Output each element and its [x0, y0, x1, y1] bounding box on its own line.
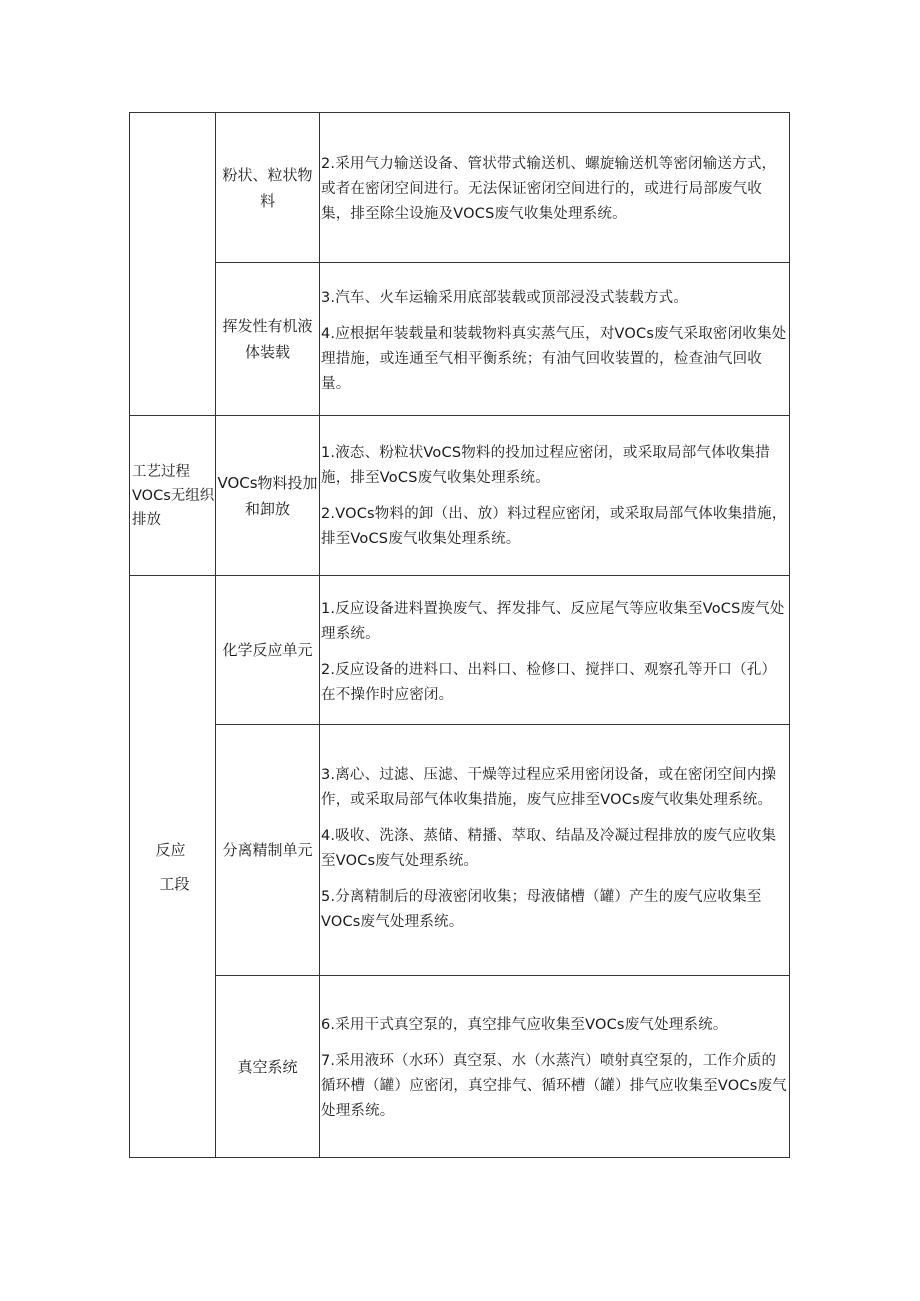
group-label: 反应 工段 [155, 841, 190, 893]
category-cell [216, 263, 319, 415]
requirement-item: 3.离心、过滤、压滤、干燥等过程应采用密闭设备，或在密闭空间内操作，或采取局部气体收集措施，废气应排至VOCs废气收集处理系统。 [321, 767, 777, 808]
group-cell [130, 113, 215, 415]
requirements-cell [321, 441, 788, 552]
category-label: 真空系统 [237, 1058, 298, 1076]
requirement-item: 4.应根据年装载量和装载物料真实蒸气压，对VOCs废气采取密闭收集处理措施，或连通至气相平衡系统；有油气回收装置的，检查油气回收量。 [321, 326, 787, 392]
requirements-cell [321, 597, 788, 708]
requirement-item: 5.分离精制后的母液密闭收集；母液储槽（罐）产生的废气应收集至VOCs废气处理系统。 [321, 889, 762, 930]
category-label: 分离精制单元 [222, 841, 313, 859]
category-cell [216, 416, 319, 575]
requirement-item: 1.反应设备进料置换废气、挥发排气、反应尾气等应收集至VoCS废气处理系统。 [321, 601, 785, 642]
category-label: VOCs物料投加 和卸放 [217, 473, 318, 518]
category-cell [216, 976, 319, 1158]
requirement-item: 3.汽车、火车运输采用底部装载或顶部浸没式装载方式。 [321, 290, 689, 306]
group-cell [130, 576, 215, 1158]
requirements-cell [321, 152, 788, 227]
requirements-cell [321, 286, 788, 397]
group-label: 工艺过程 VOCs无组织 排放 [132, 463, 215, 528]
category-cell [216, 576, 319, 724]
category-label: 挥发性有机液 体装载 [222, 317, 313, 361]
column-divider-2 [319, 112, 320, 1158]
category-cell [216, 113, 319, 262]
requirement-item: 6.采用干式真空泵的，真空排气应收集至VOCs废气处理系统。 [321, 1017, 728, 1033]
requirement-item: 2.VOCs物料的卸（出、放）料过程应密闭，或采取局部气体收集措施，排至VoCS废气收集处理系统。 [321, 506, 787, 547]
requirements-cell [321, 1013, 788, 1124]
requirement-item: 2.采用气力输送设备、管状带式输送机、螺旋输送机等密闭输送方式，或者在密闭空间进行。无法保证密闭空间进行的，或进行局部废气收集，排至除尘设施及VOCS废气收集处理系统。 [321, 156, 777, 222]
group-cell [130, 416, 215, 575]
category-label: 粉状、粒状物 料 [222, 165, 313, 210]
requirements-cell [321, 763, 788, 935]
requirement-item: 1.液态、粉粒状VoCS物料的投加过程应密闭，或采取局部气体收集措施，排至VoCS废气收集处理系统。 [321, 445, 770, 486]
category-label: 化学反应单元 [222, 641, 313, 659]
category-cell [216, 725, 319, 975]
requirement-item: 7.采用液环（水环）真空泵、水（水蒸汽）喷射真空泵的，工作介质的循环槽（罐）应密闭，真空排气、循环槽（罐）排气应收集至VOCs废气处理系统。 [321, 1053, 787, 1119]
requirement-item: 4.吸收、洗涤、蒸储、精播、萃取、结晶及冷凝过程排放的废气应收集至VOCs废气处理系统。 [321, 828, 777, 869]
requirement-item: 2.反应设备的进料口、出料口、检修口、搅拌口、观察孔等开口（孔）在不操作时应密闭。 [321, 662, 777, 703]
